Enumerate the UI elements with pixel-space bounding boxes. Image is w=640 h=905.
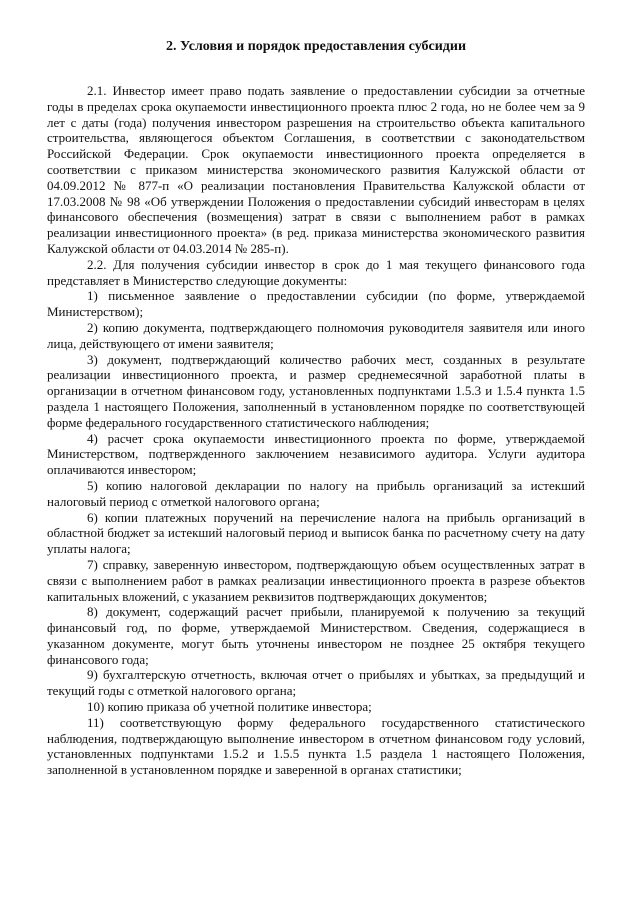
document-page	[47, 38, 585, 778]
list-item-7: 7) справку, заверенную инвестором, подтверждающую объем осуществленных затрат в связи с выполнением работ в рамках реализации инвестиционного проекта в разрезе объектов капитальных вложений, с указанием реквизитов подтверждающих документов;	[47, 556, 585, 604]
paragraph-2-2: 2.2. Для получения субсидии инвестор в срок до 1 мая текущего финансового года представляет в Министерство следующие документы:	[47, 256, 585, 288]
list-item-8: 8) документ, содержащий расчет прибыли, планируемой к получению за текущий финансовый год, по форме, утверждаемой Министерством. Сведения, содержащиеся в указанном документе, могут быть уточнены инвестором не позднее 25 октября текущего финансового года;	[47, 604, 585, 667]
list-item-3: 3) документ, подтверждающий количество рабочих мест, созданных в результате реализации инвестиционного проекта, и размер среднемесячной заработной платы в организации в отчетном финансовом году, установленных подпунктами 1.5.3 и 1.5.4 пункта 1.5 раздела 1 настоящего Положения, заполненный в установленном порядке по соответствующей форме федерального государственного статистического наблюдения;	[47, 351, 585, 430]
list-item-2: 2) копию документа, подтверждающего полномочия руководителя заявителя или иного лица, действующего от имени заявителя;	[47, 319, 585, 351]
list-item-6: 6) копии платежных поручений на перечисление налога на прибыль организаций в областной бюджет за истекший налоговый период и выписок банка по расчетному счету на дату уплаты налога;	[47, 509, 585, 557]
list-item-5: 5) копию налоговой декларации по налогу на прибыль организаций за истекший налоговый период с отметкой налогового органа;	[47, 477, 585, 509]
list-item-9: 9) бухгалтерскую отчетность, включая отчет о прибылях и убытках, за предыдущий и текущий годы с отметкой налогового органа;	[47, 667, 585, 699]
list-item-11: 11) соответствующую форму федерального государственного статистического наблюдения, подтверждающую выполнение инвестором в отчетном финансовом году условий, установленных подпунктами 1.5.2 и 1.5.5 пункта 1.5 раздела 1 настоящего Положения, заполненной в установленном порядке и заверенной в органах статистики;	[47, 714, 585, 778]
list-item-1: 1) письменное заявление о предоставлении субсидии (по форме, утверждаемой Министерством);	[47, 288, 585, 320]
paragraph-2-1: 2.1. Инвестор имеет право подать заявление о предоставлении субсидии за отчетные годы в пределах срока окупаемости инвестиционного проекта плюс 2 года, но не более чем за 9 лет с даты (года) получения инвестором разрешения на строительство объекта капитального строительства, являющегося объектом Соглашения, в соответствии с законодательством Российской Федерации. Срок окупаемости инвестиционного проекта определяется в соответствии с приказом министерства экономического развития Калужской области от 04.09.2012 № 877-п «О реализации постановления Правительства Калужской области от 17.03.2008 № 98 «Об утверждении Положения о предоставлении субсидий инвесторам в целях финансового обеспечения (возмещения) затрат в связи с выполнением работ в рамках реализации инвестиционного проекта» (в ред. приказа министерства экономического развития Калужской области от 04.03.2014 № 285-п).	[47, 83, 585, 256]
section-heading: 2. Условия и порядок предоставления субсидии	[165, 39, 467, 54]
list-item-10: 10) копию приказа об учетной политике инвестора;	[87, 699, 372, 715]
list-item-4: 4) расчет срока окупаемости инвестиционного проекта по форме, утверждаемой Министерством, подтвержденного заключением независимого аудитора. Услуги аудитора оплачиваются инвестором;	[47, 430, 585, 478]
